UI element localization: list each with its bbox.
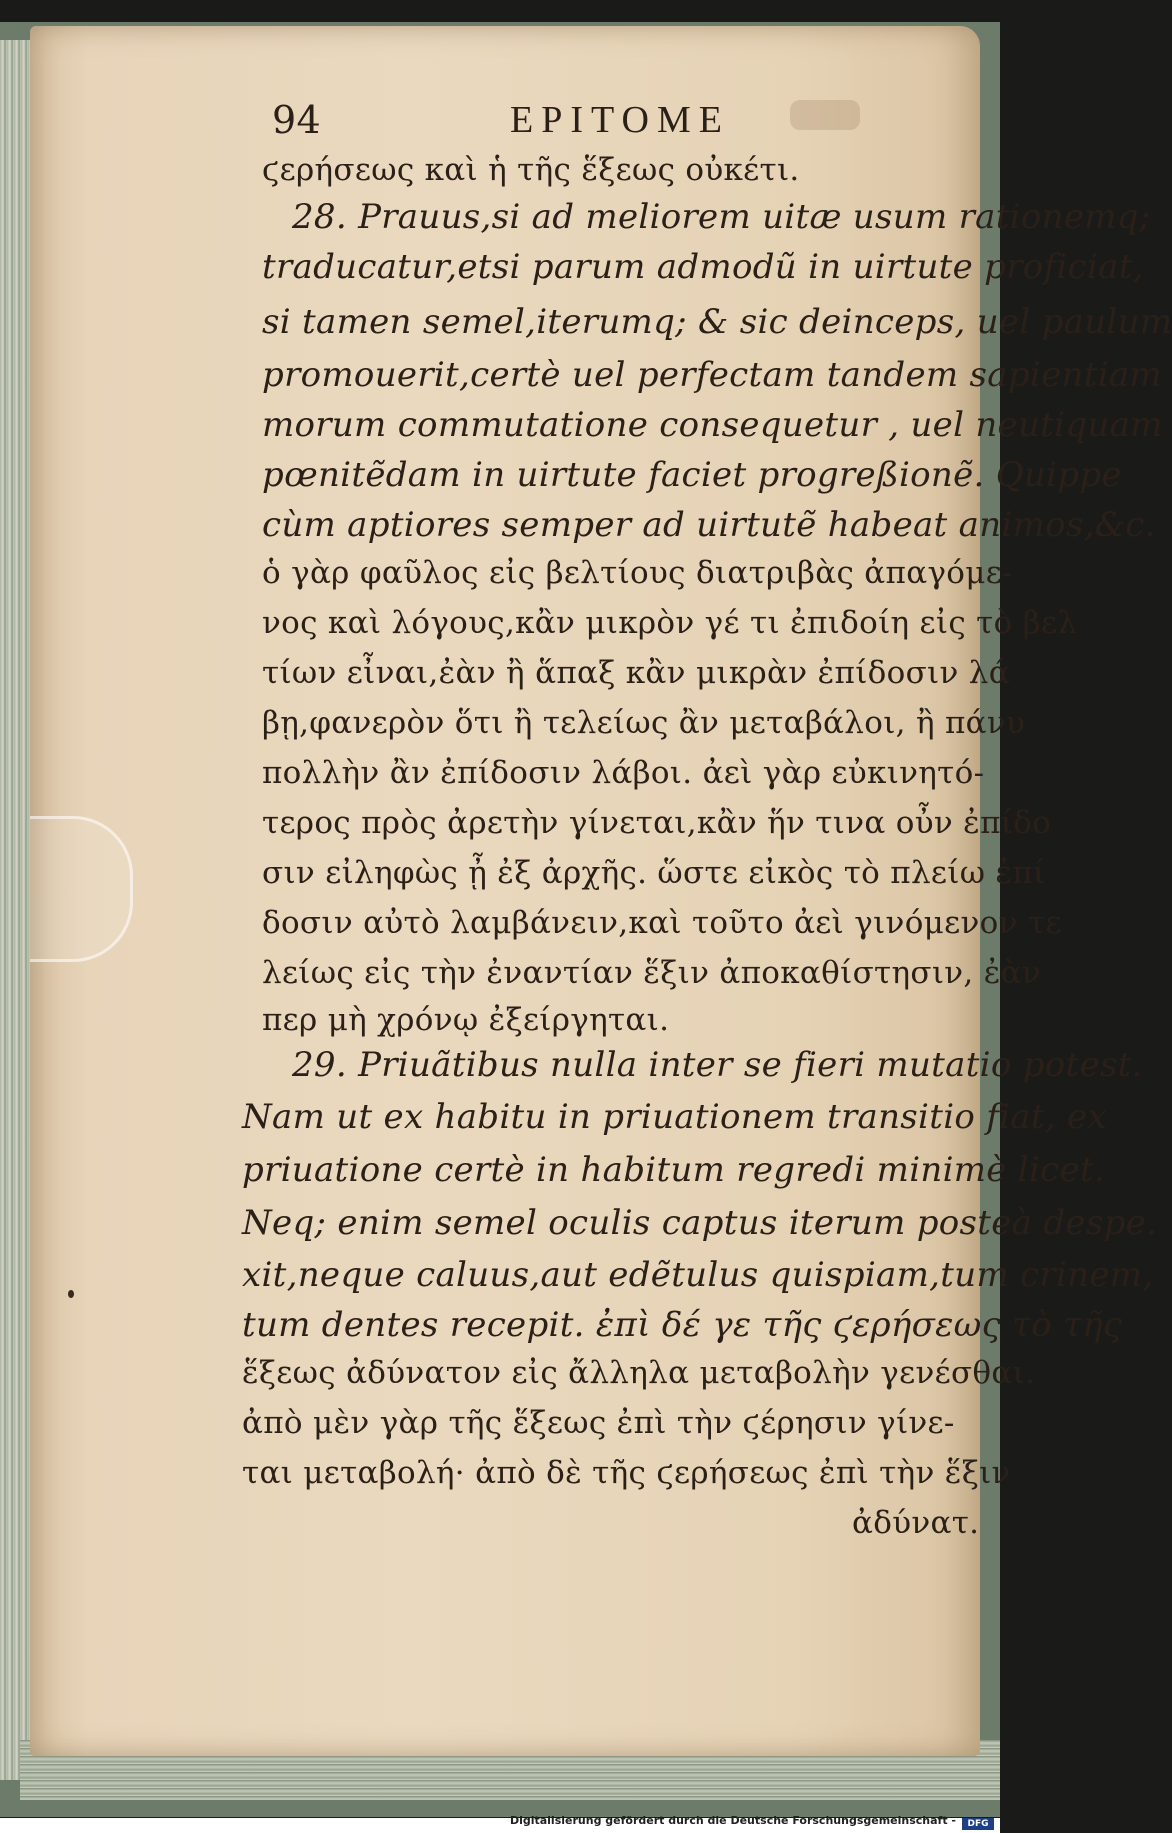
text-line: priuatione certè in habitum regredi minimè licet. [242,1150,1105,1190]
text-line: Neq; enim semel oculis captus iterum posteà despe. [242,1203,1158,1243]
text-line: ὁ γὰρ φαῦλος εἰς βελτίους διατριβὰς ἀπαγόμε- [262,555,1013,591]
text-line: ϛερήσεως καὶ ἡ τῆς ἕξεως οὐκέτι. [262,152,800,188]
text-line: xit,neque caluus,aut edẽtulus quispiam,tum crinem, [242,1255,1154,1295]
text-line: pœnitẽdam in uirtute faciet progreßionẽ. Quippe [262,455,1122,495]
text-line: ται μεταβολή· ἀπὸ δὲ τῆς ϛερήσεως ἐπὶ τὴν ἕξιν [242,1455,1011,1491]
text-line: morum commutatione consequetur , uel neutiquam [262,405,1163,445]
text-line: 28. Prauus,si ad meliorem uitæ usum rationemq; [292,197,1151,237]
text-line: βῃ,φανερὸν ὅτι ἢ τελείως ἂν μεταβάλοι, ἢ πάνυ [262,705,1026,741]
text-line: περ μὴ χρόνῳ ἐξείργηται. [262,1002,670,1038]
running-head: EPITOME [510,99,730,141]
text-line: δοσιν αὐτὸ λαμβάνειν,καὶ τοῦτο ἀεὶ γινόμενον τε [262,905,1062,941]
text-line: si tamen semel,iterumq; & sic deinceps, uel paulum [262,302,1172,342]
text-line: ἕξεως ἀδύνατον εἰς ἄλληλα μεταβολὴν γενέσθαι. [242,1355,1036,1391]
text-line: traducatur,etsi parum admodũ in uirtute proficiat, [262,247,1144,287]
text-line: Nam ut ex habitu in priuationem transitio fiat, ex [242,1097,1107,1137]
text-line: promouerit,certè uel perfectam tandem sapientiam [262,355,1162,395]
text-line: ἀπὸ μὲν γὰρ τῆς ἕξεως ἐπὶ τὴν ϛέρησιν γίνε- [242,1405,955,1441]
text-line: tum dentes recepit. ἐπὶ δέ γε τῆς ϛερήσεως τὸ τῆς [242,1305,1123,1345]
text-line: λείως εἰς τὴν ἐναντίαν ἕξιν ἀποκαθίστησιν, ἐὰν [262,955,1042,991]
text-line: ἀδύνατ. [852,1505,980,1541]
text-line: τίων εἶναι,ἐὰν ἢ ἅπαξ κἂν μικρὰν ἐπίδοσιν λά [262,655,1010,691]
text-line: 29. Priuãtibus nulla inter se fieri mutatio potest. [292,1045,1143,1085]
text-line: τερος πρὸς ἀρετὴν γίνεται,κἂν ἥν τινα οὖν ἐπίδο [262,805,1052,841]
digitization-credit: Digitalisierung gefördert durch die Deutsche Forschungsgemeinschaft - [509,1814,956,1827]
text-line: νος καὶ λόγους,κἂν μικρὸν γέ τι ἐπιδοίη εἰς τὸ βελ [262,605,1078,641]
page-number: 94 [272,98,321,142]
text-line: πολλὴν ἂν ἐπίδοσιν λάβοι. ἀεὶ γὰρ εὐκινητό- [262,755,985,791]
text-line: cùm aptiores semper ad uirtutẽ habeat animos,&c. [262,505,1156,545]
dfg-logo: DFG [962,1818,994,1830]
text-line: σιν εἰληφὼς ᾖ ἐξ ἀρχῆς. ὥστε εἰκὸς τὸ πλείω ἐπί [262,855,1046,891]
